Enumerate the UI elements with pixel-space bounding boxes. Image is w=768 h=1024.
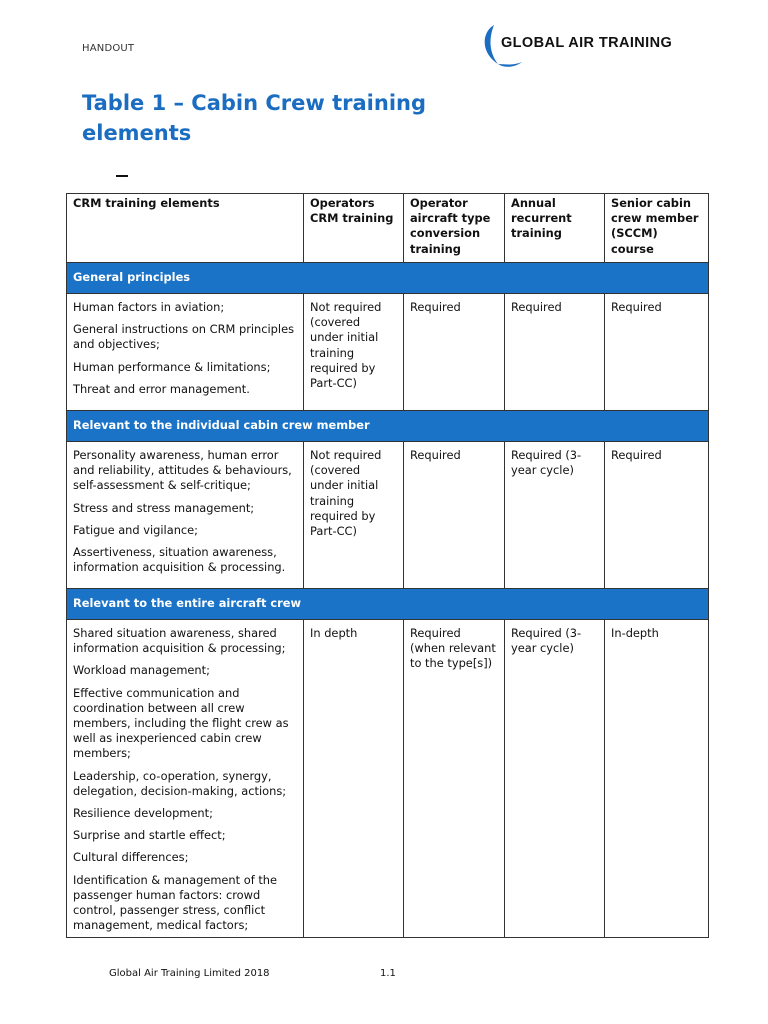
handout-label: HANDOUT [82,43,135,54]
table-row [67,620,709,938]
element-item: General instructions on CRM principles and objectives; [73,322,295,352]
element-item: Surprise and startle effect; [73,828,226,843]
operators-crm-cell: Not required (covered under initial training required by Part-CC) [304,442,404,589]
element-item: Effective communication and coordination between all crew members, including the flight crew as well as inexperienced cabin crew members; [73,685,289,761]
page-title: Table 1 – Cabin Crew training elements [82,91,426,145]
elements-cell [67,442,304,589]
table-header-row [67,194,709,263]
table-row [67,442,709,589]
annual-recurrent-cell: Required [505,294,605,411]
element-item: Threat and error management. [73,381,250,396]
element-item: Personality awareness, human error and reliability, attitudes & behaviours, self-assessment & self-critique; [73,448,292,493]
operators-crm-cell: In depth [304,620,404,938]
header-operators-crm: Operators CRM training [304,194,404,263]
element-item: Identification & management of the passenger human factors: crowd control, passenger stress, conflict management, medical factors; [73,872,278,933]
element-item: Stress and stress management; [73,500,255,515]
annual-recurrent-cell: Required (3-year cycle) [505,620,605,938]
header-sccm-course: Senior cabin crew member (SCCM) course [605,194,709,263]
title-dash [116,175,128,177]
element-item: Workload management; [73,663,210,678]
header-crm-elements: CRM training elements [67,194,304,263]
type-conversion-cell: Required [404,442,505,589]
footer-company: Global Air Training Limited 2018 [109,968,270,979]
element-item: Human performance & limitations; [73,359,271,374]
footer-version: 1.1 [380,968,396,979]
element-item: Shared situation awareness, shared information acquisition & processing; [73,626,286,656]
company-logo [480,22,710,68]
element-item: Human factors in aviation; [73,300,225,314]
elements-cell [67,620,304,938]
section-row [67,263,709,294]
element-item: Fatigue and vigilance; [73,522,199,537]
logo-text: GLOBAL AIR TRAINING [501,35,673,51]
element-item: Resilience development; [73,806,213,821]
sccm-cell: In-depth [605,620,709,938]
section-title: Relevant to the entire aircraft crew [67,589,709,620]
type-conversion-cell: Required (when relevant to the type[s]) [404,620,505,938]
elements-cell [67,294,304,411]
crm-training-table [66,193,709,938]
table-row [67,294,709,411]
operators-crm-cell: Not required (covered under initial training required by Part-CC) [304,294,404,411]
element-item: Cultural differences; [73,850,189,865]
section-row [67,411,709,442]
section-row [67,589,709,620]
header-type-conversion: Operator aircraft type conversion training [404,194,505,263]
header-annual-recurrent: Annual recurrent training [505,194,605,263]
element-item: Leadership, co-operation, synergy, delegation, decision-making, actions; [73,768,287,798]
element-item: Assertiveness, situation awareness, information acquisition & processing. [73,545,286,575]
section-title: General principles [67,263,709,294]
section-title: Relevant to the individual cabin crew member [67,411,709,442]
annual-recurrent-cell: Required (3-year cycle) [505,442,605,589]
sccm-cell: Required [605,442,709,589]
sccm-cell: Required [605,294,709,411]
type-conversion-cell: Required [404,294,505,411]
